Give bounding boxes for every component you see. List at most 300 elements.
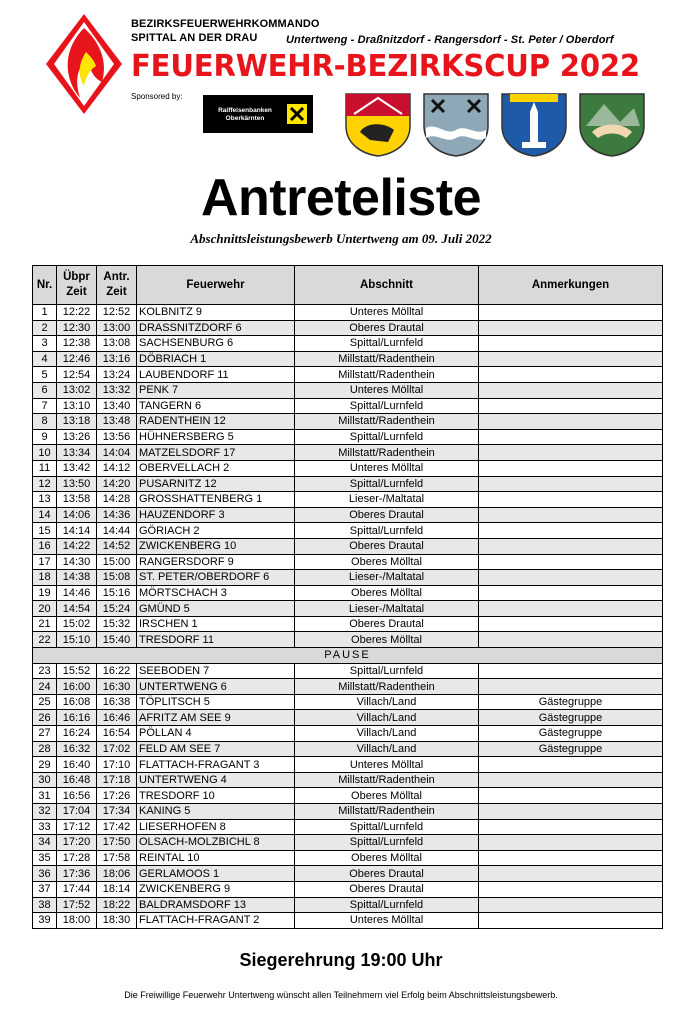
cell-uebr-zeit: 17:28 [57, 850, 97, 866]
cell-abschnitt: Oberes Drautal [295, 507, 479, 523]
cell-nr: 15 [33, 523, 57, 539]
cell-nr: 22 [33, 632, 57, 648]
col-nr: Nr. [33, 266, 57, 305]
cell-nr: 38 [33, 897, 57, 913]
cell-abschnitt: Millstatt/Radenthein [295, 772, 479, 788]
cell-feuerwehr: MÖRTSCHACH 3 [137, 585, 295, 601]
cell-nr: 30 [33, 772, 57, 788]
cell-abschnitt: Oberes Drautal [295, 320, 479, 336]
cell-nr: 17 [33, 554, 57, 570]
cell-nr: 29 [33, 757, 57, 773]
cell-feuerwehr: GÖRIACH 2 [137, 523, 295, 539]
coat-of-arms-1-icon [344, 92, 412, 158]
cell-nr: 19 [33, 585, 57, 601]
table-row [33, 804, 663, 820]
cell-anmerkungen [479, 429, 663, 445]
cell-feuerwehr: UNTERTWENG 6 [137, 679, 295, 695]
table-row [33, 382, 663, 398]
cell-antr-zeit: 14:12 [97, 460, 137, 476]
cell-anmerkungen: Gästegruppe [479, 741, 663, 757]
cell-anmerkungen [479, 570, 663, 586]
table-row [33, 835, 663, 851]
cell-feuerwehr: RANGERSDORF 9 [137, 554, 295, 570]
cell-abschnitt: Oberes Drautal [295, 881, 479, 897]
cell-feuerwehr: SACHSENBURG 6 [137, 336, 295, 352]
cell-nr: 6 [33, 382, 57, 398]
cell-nr: 35 [33, 850, 57, 866]
cell-antr-zeit: 14:28 [97, 492, 137, 508]
cell-abschnitt: Spittal/Lurnfeld [295, 819, 479, 835]
cell-uebr-zeit: 13:26 [57, 429, 97, 445]
cell-feuerwehr: FLATTACH-FRAGANT 3 [137, 757, 295, 773]
cell-anmerkungen: Gästegruppe [479, 710, 663, 726]
cell-uebr-zeit: 16:24 [57, 726, 97, 742]
cell-anmerkungen [479, 351, 663, 367]
cell-uebr-zeit: 14:06 [57, 507, 97, 523]
cell-nr: 31 [33, 788, 57, 804]
table-row [33, 663, 663, 679]
cell-nr: 37 [33, 881, 57, 897]
cell-abschnitt: Spittal/Lurnfeld [295, 429, 479, 445]
cell-feuerwehr: GMÜND 5 [137, 601, 295, 617]
cell-anmerkungen [479, 835, 663, 851]
cell-nr: 18 [33, 570, 57, 586]
cell-anmerkungen [479, 554, 663, 570]
cell-antr-zeit: 14:52 [97, 538, 137, 554]
pause-section [33, 648, 663, 664]
cell-antr-zeit: 14:20 [97, 476, 137, 492]
page-subtitle: Abschnittsleistungsbewerb Untertweng am 09. Juli 2022 [190, 231, 492, 246]
cell-abschnitt: Unteres Mölltal [295, 305, 479, 321]
coat-of-arms-4-icon [578, 92, 646, 158]
coat-of-arms-3-icon [500, 92, 568, 158]
cell-abschnitt: Millstatt/Radenthein [295, 445, 479, 461]
cell-uebr-zeit: 17:12 [57, 819, 97, 835]
cell-antr-zeit: 13:24 [97, 367, 137, 383]
cell-abschnitt: Spittal/Lurnfeld [295, 398, 479, 414]
cell-abschnitt: Spittal/Lurnfeld [295, 897, 479, 913]
cell-feuerwehr: BALDRAMSDORF 13 [137, 897, 295, 913]
cell-feuerwehr: PENK 7 [137, 382, 295, 398]
cell-antr-zeit: 18:22 [97, 897, 137, 913]
cell-uebr-zeit: 15:02 [57, 616, 97, 632]
cell-antr-zeit: 14:04 [97, 445, 137, 461]
cell-abschnitt: Oberes Mölltal [295, 585, 479, 601]
cell-antr-zeit: 17:42 [97, 819, 137, 835]
cell-anmerkungen [479, 788, 663, 804]
cell-anmerkungen [479, 492, 663, 508]
cell-nr: 12 [33, 476, 57, 492]
cell-antr-zeit: 16:30 [97, 679, 137, 695]
cell-nr: 27 [33, 726, 57, 742]
cell-anmerkungen [479, 679, 663, 695]
cell-antr-zeit: 17:58 [97, 850, 137, 866]
cell-feuerwehr: OLSACH-MOLZBICHL 8 [137, 835, 295, 851]
cell-uebr-zeit: 15:52 [57, 663, 97, 679]
cell-nr: 39 [33, 913, 57, 929]
cell-anmerkungen [479, 616, 663, 632]
pause-row [33, 648, 663, 664]
cell-feuerwehr: PUSARNITZ 12 [137, 476, 295, 492]
cell-abschnitt: Oberes Mölltal [295, 850, 479, 866]
cell-uebr-zeit: 12:30 [57, 320, 97, 336]
cell-uebr-zeit: 13:42 [57, 460, 97, 476]
cell-abschnitt: Lieser-/Maltatal [295, 492, 479, 508]
cell-nr: 25 [33, 694, 57, 710]
cell-antr-zeit: 17:10 [97, 757, 137, 773]
cell-abschnitt: Oberes Drautal [295, 538, 479, 554]
start-list-table [32, 265, 663, 929]
cell-antr-zeit: 18:30 [97, 913, 137, 929]
cell-anmerkungen [479, 757, 663, 773]
cell-anmerkungen [479, 336, 663, 352]
cell-nr: 33 [33, 819, 57, 835]
col-uebr-line2: Zeit [66, 286, 87, 298]
cell-abschnitt: Millstatt/Radenthein [295, 679, 479, 695]
cell-uebr-zeit: 17:36 [57, 866, 97, 882]
cell-feuerwehr: GERLAMOOS 1 [137, 866, 295, 882]
cell-antr-zeit: 13:48 [97, 414, 137, 430]
table-row [33, 710, 663, 726]
cell-abschnitt: Villach/Land [295, 741, 479, 757]
cell-nr: 10 [33, 445, 57, 461]
cell-nr: 23 [33, 663, 57, 679]
cell-abschnitt: Oberes Drautal [295, 616, 479, 632]
cell-anmerkungen [479, 819, 663, 835]
cell-nr: 1 [33, 305, 57, 321]
cell-antr-zeit: 15:08 [97, 570, 137, 586]
table-row [33, 850, 663, 866]
cell-feuerwehr: OBERVELLACH 2 [137, 460, 295, 476]
cell-nr: 21 [33, 616, 57, 632]
cell-antr-zeit: 14:36 [97, 507, 137, 523]
cell-anmerkungen [479, 632, 663, 648]
cell-feuerwehr: ZWICKENBERG 10 [137, 538, 295, 554]
table-row [33, 772, 663, 788]
cell-nr: 24 [33, 679, 57, 695]
cell-nr: 20 [33, 601, 57, 617]
cell-nr: 3 [33, 336, 57, 352]
cell-anmerkungen [479, 398, 663, 414]
cell-anmerkungen: Gästegruppe [479, 726, 663, 742]
cell-abschnitt: Unteres Mölltal [295, 913, 479, 929]
cell-nr: 2 [33, 320, 57, 336]
table-row [33, 601, 663, 617]
table-row [33, 538, 663, 554]
table-row [33, 881, 663, 897]
cell-nr: 8 [33, 414, 57, 430]
cell-uebr-zeit: 14:54 [57, 601, 97, 617]
cell-anmerkungen: Gästegruppe [479, 694, 663, 710]
cell-antr-zeit: 16:38 [97, 694, 137, 710]
cell-antr-zeit: 13:56 [97, 429, 137, 445]
col-uebr-line1: Übpr [63, 271, 90, 283]
cell-uebr-zeit: 12:54 [57, 367, 97, 383]
cell-nr: 28 [33, 741, 57, 757]
cell-feuerwehr: KANING 5 [137, 804, 295, 820]
cell-anmerkungen [479, 804, 663, 820]
table-row [33, 897, 663, 913]
table-row [33, 788, 663, 804]
cell-feuerwehr: LIESERHOFEN 8 [137, 819, 295, 835]
cell-anmerkungen [479, 320, 663, 336]
cell-uebr-zeit: 13:18 [57, 414, 97, 430]
table-row [33, 507, 663, 523]
cell-nr: 4 [33, 351, 57, 367]
cell-nr: 36 [33, 866, 57, 882]
cell-nr: 7 [33, 398, 57, 414]
cell-feuerwehr: LAUBENDORF 11 [137, 367, 295, 383]
org-name-line2: SPITTAL AN DER DRAU [131, 32, 258, 44]
cell-anmerkungen [479, 913, 663, 929]
cell-antr-zeit: 17:18 [97, 772, 137, 788]
cell-anmerkungen [479, 601, 663, 617]
sponsor-label: Sponsored by: [131, 92, 183, 101]
cell-feuerwehr: PÖLLAN 4 [137, 726, 295, 742]
table-row [33, 460, 663, 476]
cell-feuerwehr: TRESDORF 11 [137, 632, 295, 648]
cell-anmerkungen [479, 523, 663, 539]
cell-antr-zeit: 17:50 [97, 835, 137, 851]
cell-feuerwehr: TÖPLITSCH 5 [137, 694, 295, 710]
cell-nr: 11 [33, 460, 57, 476]
cell-antr-zeit: 15:24 [97, 601, 137, 617]
cell-uebr-zeit: 15:10 [57, 632, 97, 648]
cell-feuerwehr: DÖBRIACH 1 [137, 351, 295, 367]
cell-uebr-zeit: 12:46 [57, 351, 97, 367]
cell-uebr-zeit: 18:00 [57, 913, 97, 929]
cell-feuerwehr: GROSSHATTENBERG 1 [137, 492, 295, 508]
cell-uebr-zeit: 16:00 [57, 679, 97, 695]
cell-anmerkungen [479, 476, 663, 492]
cell-antr-zeit: 17:26 [97, 788, 137, 804]
cell-antr-zeit: 15:00 [97, 554, 137, 570]
cell-antr-zeit: 16:54 [97, 726, 137, 742]
cell-abschnitt: Oberes Mölltal [295, 788, 479, 804]
cell-uebr-zeit: 14:30 [57, 554, 97, 570]
table-row [33, 866, 663, 882]
table-row [33, 305, 663, 321]
table-row [33, 585, 663, 601]
award-ceremony-time: Siegerehrung 19:00 Uhr [239, 950, 443, 970]
cell-antr-zeit: 15:40 [97, 632, 137, 648]
cell-anmerkungen [479, 866, 663, 882]
cell-abschnitt: Millstatt/Radenthein [295, 367, 479, 383]
cell-uebr-zeit: 13:10 [57, 398, 97, 414]
cell-uebr-zeit: 16:32 [57, 741, 97, 757]
cell-antr-zeit: 17:34 [97, 804, 137, 820]
cell-uebr-zeit: 12:38 [57, 336, 97, 352]
cell-uebr-zeit: 16:16 [57, 710, 97, 726]
table-row [33, 523, 663, 539]
cell-abschnitt: Unteres Mölltal [295, 757, 479, 773]
cell-abschnitt: Millstatt/Radenthein [295, 804, 479, 820]
cell-antr-zeit: 13:32 [97, 382, 137, 398]
cell-abschnitt: Oberes Mölltal [295, 632, 479, 648]
cell-uebr-zeit: 17:52 [57, 897, 97, 913]
table-row [33, 570, 663, 586]
coat-of-arms-2-icon [422, 92, 490, 158]
org-name-line1: BEZIRKSFEUERWEHRKOMMANDO [131, 18, 320, 30]
col-feuerwehr: Feuerwehr [137, 266, 295, 305]
cell-feuerwehr: AFRITZ AM SEE 9 [137, 710, 295, 726]
cell-feuerwehr: SEEBODEN 7 [137, 663, 295, 679]
cell-anmerkungen [479, 585, 663, 601]
cell-antr-zeit: 17:02 [97, 741, 137, 757]
cell-feuerwehr: FLATTACH-FRAGANT 2 [137, 913, 295, 929]
cell-anmerkungen [479, 305, 663, 321]
cell-uebr-zeit: 13:34 [57, 445, 97, 461]
table-row [33, 694, 663, 710]
cell-uebr-zeit: 16:40 [57, 757, 97, 773]
cell-antr-zeit: 16:46 [97, 710, 137, 726]
cell-abschnitt: Lieser-/Maltatal [295, 570, 479, 586]
cell-antr-zeit: 13:00 [97, 320, 137, 336]
table-body-part1 [33, 305, 663, 648]
cell-uebr-zeit: 13:58 [57, 492, 97, 508]
cell-abschnitt: Spittal/Lurnfeld [295, 523, 479, 539]
cell-abschnitt: Spittal/Lurnfeld [295, 476, 479, 492]
cell-uebr-zeit: 16:48 [57, 772, 97, 788]
cell-feuerwehr: MATZELSDORF 17 [137, 445, 295, 461]
cell-feuerwehr: FELD AM SEE 7 [137, 741, 295, 757]
sponsor-logo [203, 95, 313, 133]
col-antr-zeit [97, 266, 137, 305]
cell-feuerwehr: DRASSNITZDORF 6 [137, 320, 295, 336]
cell-feuerwehr: KOLBNITZ 9 [137, 305, 295, 321]
cell-abschnitt: Villach/Land [295, 726, 479, 742]
cell-antr-zeit: 15:32 [97, 616, 137, 632]
table-row [33, 757, 663, 773]
cell-uebr-zeit: 13:50 [57, 476, 97, 492]
cell-nr: 26 [33, 710, 57, 726]
cell-abschnitt: Unteres Mölltal [295, 382, 479, 398]
cell-abschnitt: Oberes Drautal [295, 866, 479, 882]
cell-feuerwehr: IRSCHEN 1 [137, 616, 295, 632]
cell-abschnitt: Lieser-/Maltatal [295, 601, 479, 617]
cell-feuerwehr: HÜHNERSBERG 5 [137, 429, 295, 445]
cell-anmerkungen [479, 663, 663, 679]
cell-nr: 34 [33, 835, 57, 851]
table-row [33, 554, 663, 570]
cell-feuerwehr: REINTAL 10 [137, 850, 295, 866]
table-row [33, 445, 663, 461]
table-row [33, 913, 663, 929]
table-row [33, 632, 663, 648]
cell-anmerkungen [479, 897, 663, 913]
cell-nr: 5 [33, 367, 57, 383]
cell-antr-zeit: 13:16 [97, 351, 137, 367]
pause-label: PAUSE [33, 648, 663, 664]
cell-feuerwehr: ST. PETER/OBERDORF 6 [137, 570, 295, 586]
cell-nr: 14 [33, 507, 57, 523]
footer-text: Die Freiwillige Feuerwehr Untertweng wünscht allen Teilnehmern viel Erfolg beim Abschnittsleistungsbewerb. [124, 990, 558, 1000]
col-antr-line2: Zeit [106, 286, 127, 298]
cell-anmerkungen [479, 881, 663, 897]
cell-antr-zeit: 13:08 [97, 336, 137, 352]
cell-abschnitt: Millstatt/Radenthein [295, 414, 479, 430]
table-row [33, 492, 663, 508]
cell-nr: 16 [33, 538, 57, 554]
cell-abschnitt: Unteres Mölltal [295, 460, 479, 476]
table-row [33, 414, 663, 430]
cell-antr-zeit: 15:16 [97, 585, 137, 601]
cell-anmerkungen [479, 414, 663, 430]
cell-feuerwehr: TRESDORF 10 [137, 788, 295, 804]
cell-uebr-zeit: 14:46 [57, 585, 97, 601]
cell-uebr-zeit: 16:56 [57, 788, 97, 804]
table-row [33, 726, 663, 742]
cell-anmerkungen [479, 850, 663, 866]
cell-antr-zeit: 18:14 [97, 881, 137, 897]
cell-anmerkungen [479, 382, 663, 398]
cell-abschnitt: Villach/Land [295, 694, 479, 710]
cell-antr-zeit: 14:44 [97, 523, 137, 539]
cell-anmerkungen [479, 445, 663, 461]
col-abschnitt: Abschnitt [295, 266, 479, 305]
table-row [33, 819, 663, 835]
sponsor-name: Raiffeisenbanken Oberkärnten [218, 107, 272, 122]
cell-antr-zeit: 12:52 [97, 305, 137, 321]
cell-feuerwehr: RADENTHEIN 12 [137, 414, 295, 430]
cell-anmerkungen [479, 460, 663, 476]
table-row [33, 741, 663, 757]
table-header-row [33, 266, 663, 305]
cell-uebr-zeit: 14:38 [57, 570, 97, 586]
cell-antr-zeit: 16:22 [97, 663, 137, 679]
cell-abschnitt: Spittal/Lurnfeld [295, 663, 479, 679]
cell-uebr-zeit: 13:02 [57, 382, 97, 398]
cell-antr-zeit: 18:06 [97, 866, 137, 882]
col-anmerkungen: Anmerkungen [479, 266, 663, 305]
cell-feuerwehr: ZWICKENBERG 9 [137, 881, 295, 897]
cell-abschnitt: Villach/Land [295, 710, 479, 726]
cell-antr-zeit: 13:40 [97, 398, 137, 414]
raiffeisen-cross-icon [287, 104, 307, 124]
cell-uebr-zeit: 14:22 [57, 538, 97, 554]
cell-anmerkungen [479, 367, 663, 383]
cell-anmerkungen [479, 772, 663, 788]
table-row [33, 429, 663, 445]
cup-title: FEUERWEHR-BEZIRKSCUP 2022 [131, 49, 640, 84]
page-title: Antreteliste [200, 169, 482, 227]
cell-anmerkungen [479, 538, 663, 554]
host-towns: Untertweng - Draßnitzdorf - Rangersdorf - St. Peter / Oberdorf [286, 34, 614, 46]
col-antr-line1: Antr. [103, 271, 130, 283]
cell-nr: 9 [33, 429, 57, 445]
table-row [33, 351, 663, 367]
cell-uebr-zeit: 16:08 [57, 694, 97, 710]
cell-abschnitt: Oberes Mölltal [295, 554, 479, 570]
cell-abschnitt: Spittal/Lurnfeld [295, 835, 479, 851]
table-row [33, 320, 663, 336]
cell-feuerwehr: HAUZENDORF 3 [137, 507, 295, 523]
cell-abschnitt: Millstatt/Radenthein [295, 351, 479, 367]
cell-anmerkungen [479, 507, 663, 523]
fire-brigade-flame-logo-icon [44, 12, 124, 116]
cell-abschnitt: Spittal/Lurnfeld [295, 336, 479, 352]
cell-nr: 13 [33, 492, 57, 508]
cell-uebr-zeit: 14:14 [57, 523, 97, 539]
cell-uebr-zeit: 17:44 [57, 881, 97, 897]
table-row [33, 679, 663, 695]
col-uebr-zeit [57, 266, 97, 305]
cell-uebr-zeit: 12:22 [57, 305, 97, 321]
cell-nr: 32 [33, 804, 57, 820]
cell-uebr-zeit: 17:04 [57, 804, 97, 820]
table-row [33, 616, 663, 632]
cell-uebr-zeit: 17:20 [57, 835, 97, 851]
